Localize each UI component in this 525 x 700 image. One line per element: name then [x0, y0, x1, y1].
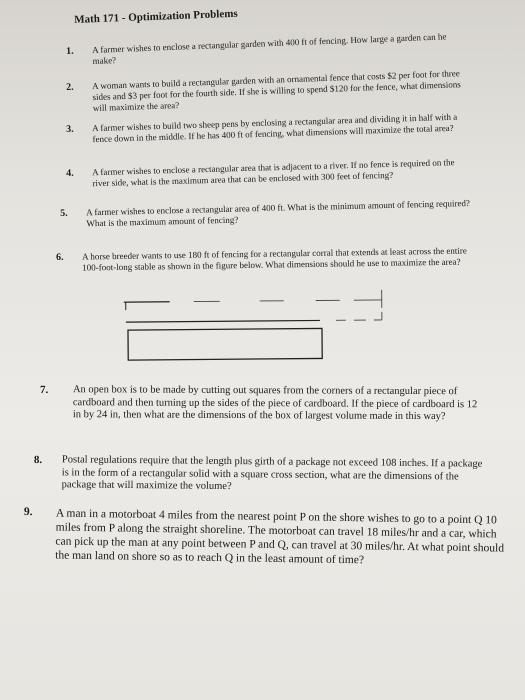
problem-text: An open box is to be made by cutting out squares from the corners of a rectangular piece of cardboard and then turning up the sides of the piece of cardboard. If the piece of cardboard is 12 in by 24 in, then what are the dimensions of the box of largest volume made in this way? [72, 384, 478, 423]
corral-figure [118, 286, 399, 378]
problem-text: A farmer wishes to enclose a rectangular garden with 400 ft of fencing. How large a garden can he make? [91, 31, 447, 66]
problem-number: 3. [66, 123, 74, 135]
problem-text: A woman wants to build a rectangular garden with an ornamental fence that costs $2 per foot for three sides and $3 per foot for the fourth side. If she is willing to spend $120 for the fence, what dimensions will maximize the area? [91, 68, 461, 114]
problem-number: 4. [66, 167, 74, 179]
problem-text: A farmer wishes to build two sheep pens by enclosing a rectangular area and dividing it in half with a fence down in the middle. If he has 400 ft of fencing, what dimensions will maximize the total area? [91, 111, 458, 145]
problem-number: 6. [56, 251, 64, 263]
problem-text: A farmer wishes to enclose a rectangular area of 400 ft. What is the minimum amount of fencing required? What is the maximum amount of fencing? [85, 197, 471, 229]
problem-number: 5. [60, 207, 68, 219]
problem-text: Postal regulations require that the length plus girth of a package not exceed 108 inches. If a package is in the form of a rectangular solid with a square cross section, what are the dimensions of the package that will maximize the volume? [61, 454, 483, 493]
problem-text: A horse breeder wants to use 180 ft of fencing for a rectangular corral that extends at least across the entire 100-foot-long stable as shown in the figure below. What dimensions should he use to maximize the area? [81, 245, 467, 273]
problem-number: 1. [66, 45, 74, 57]
problem-number: 8. [33, 454, 43, 467]
problem-number: 9. [23, 506, 33, 519]
problem-number: 7. [39, 384, 49, 397]
problem-text: A man in a motorboat 4 miles from the nearest point P on the shore wishes to go to a point Q 10 miles from P along the straight shoreline. The motorboat can travel 18 miles/hr and a car, which can pick up the man at any point between P and Q, can travel at 30 miles/hr. At what point should the man land on shore so as to reach Q in the least amount of time? [55, 507, 505, 567]
worksheet-title: Math 171 - Optimization Problems [74, 7, 238, 26]
problem-text: A farmer wishes to enclose a rectangular area that is adjacent to a river. If no fence is required on the river side, what is the maximum area that can be enclosed with 300 feet of fencing? [91, 157, 455, 189]
problem-number: 2. [66, 81, 74, 93]
